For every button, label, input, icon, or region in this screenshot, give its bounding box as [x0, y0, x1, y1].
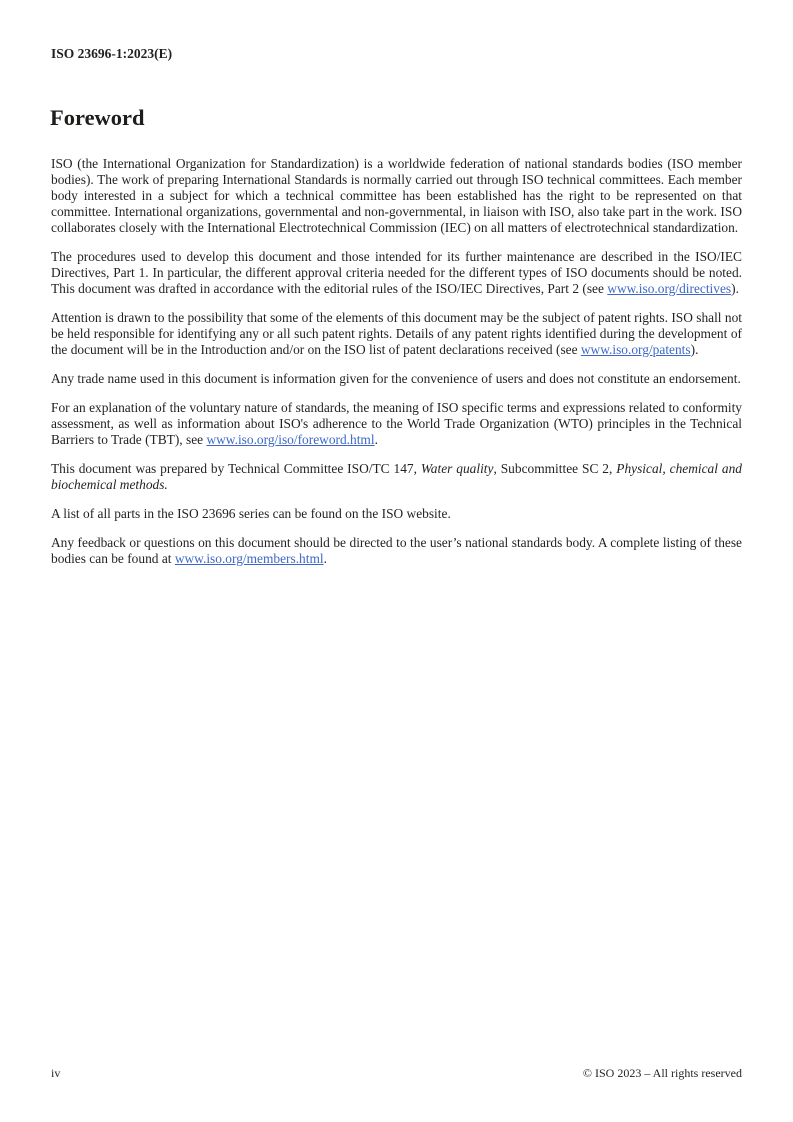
paragraph-text: Any trade name used in this document is information given for the convenience of users and does not constitute an endorsement. — [51, 371, 741, 386]
paragraph-text: ). — [731, 281, 739, 296]
paragraph-text: Any feedback or questions on this document should be directed to the user’s national standards body. A complete listing of these bodies can be found at — [51, 535, 742, 566]
paragraph-procedures — [51, 249, 742, 297]
paragraph-wto-principles — [51, 400, 742, 448]
page-number: iv — [51, 1066, 61, 1080]
page-title: Foreword — [50, 105, 145, 130]
paragraph-patent-rights — [51, 310, 742, 358]
paragraph-technical-committee — [51, 461, 742, 493]
paragraph-text: ). — [690, 342, 699, 357]
paragraph-text: Attention is drawn to the possibility that some of the elements of this document may be the subject of patent rights. ISO shall not be held responsible for identifying any or all such patent rights. Details of any patent rights identified during the development of the document will be in the Introduction and/or on the ISO list of patent declarations received (see — [51, 310, 742, 357]
foreword-body — [51, 156, 742, 580]
paragraph-text: . — [323, 551, 327, 566]
link-iso-patents[interactable]: www.iso.org/patents — [580, 342, 691, 357]
paragraph-text: The procedures used to develop this document and those intended for its further maintenance are described in the ISO/IEC Directives, Part 1. In particular, the different approval criteria needed for the different types of ISO documents should be noted. This document was drafted in accordance with the editorial rules of the ISO/IEC Directives, Part 2 (see — [51, 249, 742, 296]
paragraph-series-list — [51, 506, 742, 522]
link-iso-members[interactable]: www.iso.org/members.html — [174, 551, 324, 566]
page-footer — [51, 1066, 742, 1081]
paragraph-text: A list of all parts in the ISO 23696 series can be found on the ISO website. — [51, 506, 451, 521]
paragraph-text: , Subcommittee SC 2, — [493, 461, 617, 476]
link-iso-directives[interactable]: www.iso.org/directives — [607, 281, 732, 296]
paragraph-text: ISO (the International Organization for Standardization) is a worldwide federation of national standards bodies (ISO member bodies). The work of preparing International Standards is normally carried out through ISO technical committees. Each member body interested in a subject for which a technical committee has been established has the right to be represented on that committee. International organizations, governmental and non-governmental, in liaison with ISO, also take part in the work. ISO collaborates closely with the International Electrotechnical Commission (IEC) on all matters of electrotechnical standardization. — [51, 156, 742, 235]
paragraph-iso-description — [51, 156, 742, 236]
subcommittee-name-italic: Physical, chemical and biochemical methods. — [51, 461, 742, 492]
copyright-notice: © ISO 2023 – All rights reserved — [582, 1066, 742, 1080]
document-reference-header: ISO 23696-1:2023(E) — [51, 46, 173, 61]
paragraph-text: . — [374, 432, 378, 447]
link-iso-foreword[interactable]: www.iso.org/iso/foreword.html — [206, 432, 375, 447]
committee-name-italic: Water quality — [420, 461, 494, 476]
paragraph-text: This document was prepared by Technical Committee ISO/TC 147, — [51, 461, 421, 476]
paragraph-trade-name — [51, 371, 742, 387]
paragraph-text: For an explanation of the voluntary nature of standards, the meaning of ISO specific terms and expressions related to conformity assessment, as well as information about ISO's adherence to the World Trade Organization (WTO) principles in the Technical Barriers to Trade (TBT), see — [51, 400, 742, 447]
paragraph-feedback — [51, 535, 742, 567]
